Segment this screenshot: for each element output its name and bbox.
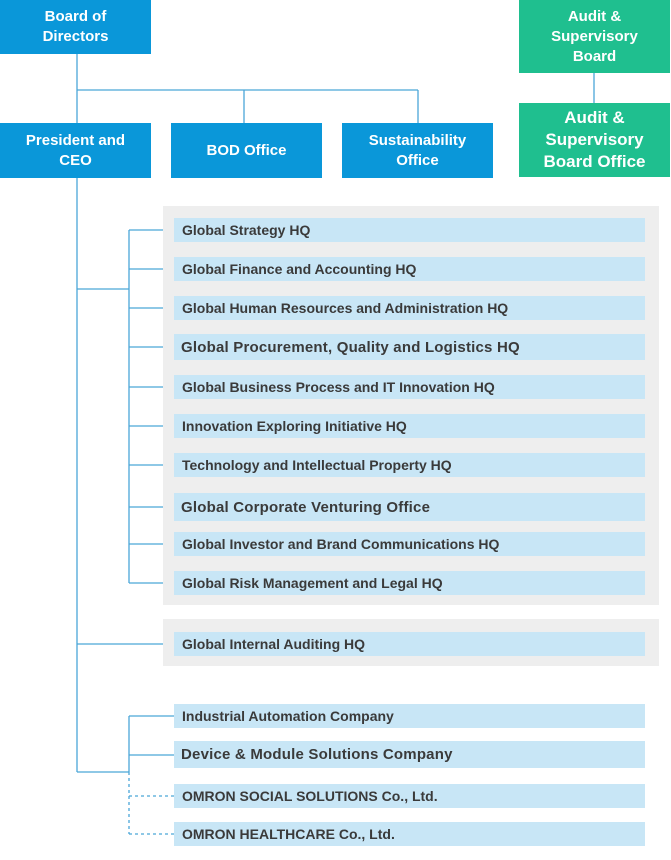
affiliate-dashed-lines: [129, 772, 174, 834]
hq-item: Global Finance and Accounting HQ: [174, 257, 645, 281]
audit-supervisory-board-office-label: Audit & Supervisory Board Office: [543, 108, 646, 171]
hq-item: Global Corporate Venturing Office: [174, 493, 645, 521]
hq-item: Global Business Process and IT Innovation HQ: [174, 375, 645, 399]
board-of-directors-label: Board of Directors: [42, 8, 109, 45]
hq-item: Global Investor and Brand Communications HQ: [174, 532, 645, 556]
hq-item: Innovation Exploring Initiative HQ: [174, 414, 645, 438]
company-item: OMRON HEALTHCARE Co., Ltd.: [174, 822, 645, 846]
audit-supervisory-board-label: Audit & Supervisory Board: [551, 7, 638, 65]
hq-item: Global Human Resources and Administration HQ: [174, 296, 645, 320]
sustainability-office-box: [342, 123, 493, 178]
hq-item: Global Procurement, Quality and Logistics HQ: [174, 334, 645, 360]
company-item: Device & Module Solutions Company: [174, 741, 645, 768]
sustainability-office-label: Sustainability Office: [368, 131, 467, 169]
company-item: OMRON SOCIAL SOLUTIONS Co., Ltd.: [174, 784, 645, 808]
audit-supervisory-board-office-box: [519, 103, 670, 177]
bod-office-box: [171, 123, 322, 178]
company-item: Industrial Automation Company: [174, 704, 645, 728]
board-of-directors-box: [0, 0, 151, 54]
hq-item: Global Risk Management and Legal HQ: [174, 571, 645, 595]
hq-item: Global Strategy HQ: [174, 218, 645, 242]
bod-office-label: BOD Office: [206, 141, 287, 159]
president-ceo-box: [0, 123, 151, 178]
internal-auditing-item: Global Internal Auditing HQ: [174, 632, 645, 656]
audit-supervisory-board-box: [519, 0, 670, 73]
president-ceo-label: President and CEO: [25, 131, 126, 169]
hq-item: Technology and Intellectual Property HQ: [174, 453, 645, 477]
